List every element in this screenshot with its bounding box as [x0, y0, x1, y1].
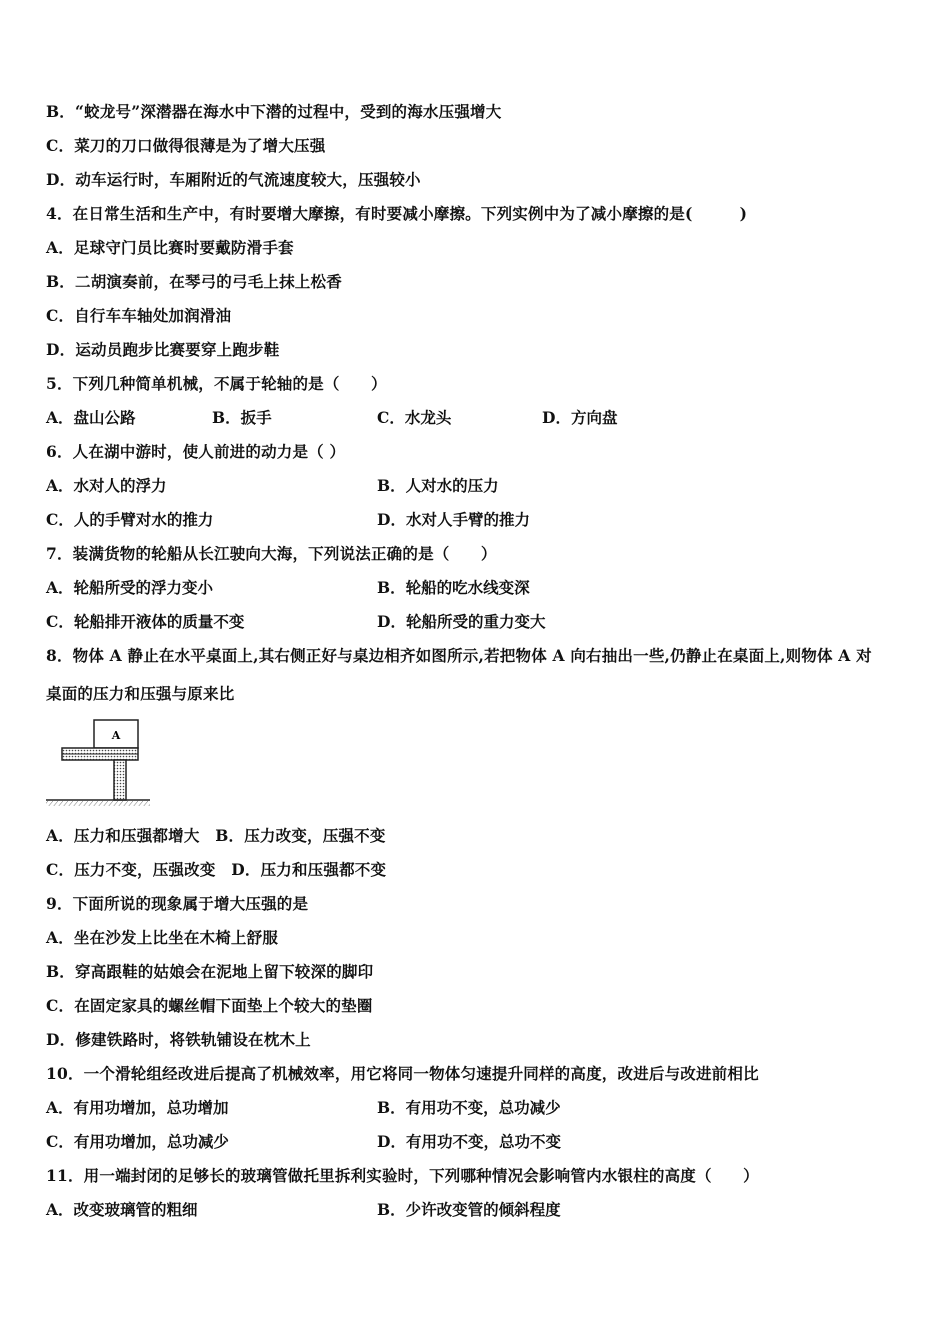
q11-option-b: B．少许改变管的倾斜程度: [377, 1200, 561, 1219]
q7-option-b: B．轮船的吃水线变深: [377, 578, 530, 597]
q7-option-d: D．轮船所受的重力变大: [377, 612, 546, 631]
q6-option-c: C．人的手臂对水的推力: [46, 510, 214, 529]
q8-stem-line2: 桌面的压力和压强与原来比: [46, 684, 235, 703]
q11-option-a: A．改变玻璃管的粗细: [46, 1200, 198, 1219]
q8-stem-line1: 8．物体 A 静止在水平桌面上,其右侧正好与桌边相齐如图所示,若把物体 A 向右抽出一些,仍静止在桌面上,则物体 A 对: [46, 646, 872, 665]
q11-stem: 11．用一端封闭的足够长的玻璃管做托里拆利实验时，下列哪种情况会影响管内水银柱的高度（ ）: [46, 1166, 759, 1185]
q4-option-c: C．自行车车轴处加润滑油: [46, 306, 232, 325]
q7-option-a: A．轮船所受的浮力变小: [46, 578, 214, 597]
q5-option-a: A．盘山公路: [46, 408, 136, 427]
q8-options-ab: A．压力和压强都增大 B．压力改变，压强不变: [46, 826, 386, 845]
q9-stem: 9．下面所说的现象属于增大压强的是: [46, 894, 309, 913]
q4-stem: 4．在日常生活和生产中，有时要增大摩擦，有时要减小摩擦。下列实例中为了减小摩擦的是( ): [46, 204, 748, 223]
q3-option-c: C．菜刀的刀口做得很薄是为了增大压强: [46, 136, 326, 155]
q6-option-b: B．人对水的压力: [377, 476, 499, 495]
q10-option-a: A．有用功增加，总功增加: [46, 1098, 229, 1117]
table-block-figure: [44, 716, 152, 808]
q6-stem: 6．人在湖中游时，使人前进的动力是（ ）: [46, 442, 346, 461]
q10-option-d: D．有用功不变，总功不变: [377, 1132, 561, 1151]
q10-option-c: C．有用功增加，总功减少: [46, 1132, 229, 1151]
q9-option-a: A．坐在沙发上比坐在木椅上舒服: [46, 928, 279, 947]
q10-option-b: B．有用功不变，总功减少: [377, 1098, 561, 1117]
q3-option-d: D．动车运行时，车厢附近的气流速度较大，压强较小: [46, 170, 421, 189]
q7-option-c: C．轮船排开液体的质量不变: [46, 612, 245, 631]
q5-option-d: D．方向盘: [542, 408, 618, 427]
q4-option-b: B．二胡演奏前，在琴弓的弓毛上抹上松香: [46, 272, 342, 291]
q3-option-b: B．“蛟龙号”深潜器在海水中下潜的过程中，受到的海水压强增大: [46, 102, 502, 121]
q9-option-b: B．穿高跟鞋的姑娘会在泥地上留下较深的脚印: [46, 962, 374, 981]
q5-option-b: B．扳手: [212, 408, 272, 427]
table-leg: [114, 760, 126, 800]
q6-option-a: A．水对人的浮力: [46, 476, 167, 495]
q8-options-cd: C．压力不变，压强改变 D．压力和压强都不变: [46, 860, 387, 879]
block-a-label: A: [111, 729, 121, 742]
q5-stem: 5．下列几种简单机械，不属于轮轴的是（ ）: [46, 374, 387, 393]
q5-option-c: C．水龙头: [377, 408, 452, 427]
q10-stem: 10．一个滑轮组经改进后提高了机械效率，用它将同一物体匀速提升同样的高度，改进后与改进前相比: [46, 1064, 759, 1083]
q4-option-d: D．运动员跑步比赛要穿上跑步鞋: [46, 340, 280, 359]
q4-option-a: A．足球守门员比赛时要戴防滑手套: [46, 238, 294, 257]
q7-stem: 7．装满货物的轮船从长江驶向大海，下列说法正确的是（ ）: [46, 544, 497, 563]
q6-option-d: D．水对人手臂的推力: [377, 510, 530, 529]
q9-option-c: C．在固定家具的螺丝帽下面垫上个较大的垫圈: [46, 996, 373, 1015]
q9-option-d: D．修建铁路时，将铁轨铺设在枕木上: [46, 1030, 311, 1049]
